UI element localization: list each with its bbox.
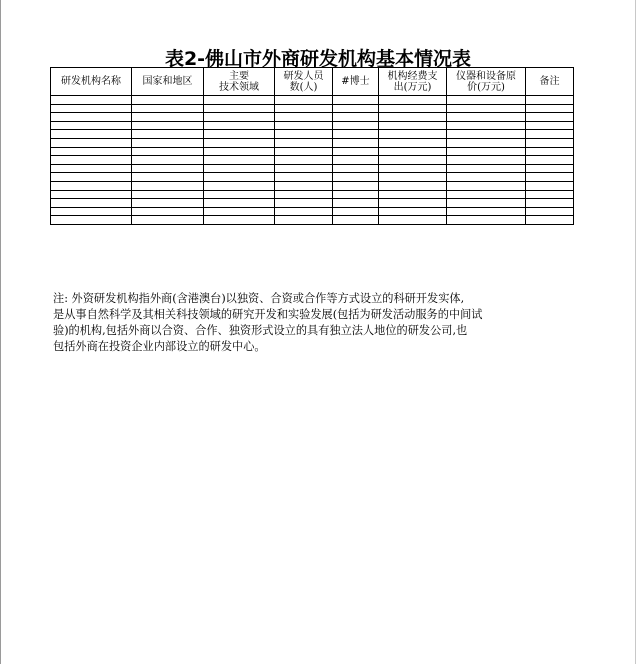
table-cell: [333, 113, 379, 122]
table-cell: [275, 104, 333, 113]
table-cell: [132, 207, 204, 216]
table-cell: [526, 207, 574, 216]
table-row: [51, 121, 574, 130]
table-cell: [333, 164, 379, 173]
table-cell: [526, 130, 574, 139]
table-cell: [132, 138, 204, 147]
table-cell: [51, 104, 132, 113]
table-cell: [275, 156, 333, 165]
table-cell: [379, 113, 447, 122]
table-cell: [333, 121, 379, 130]
table-cell: [333, 104, 379, 113]
table-cell: [379, 104, 447, 113]
table-cell: [379, 121, 447, 130]
table-cell: [447, 96, 526, 105]
table-cell: [379, 147, 447, 156]
table-cell: [379, 216, 447, 225]
table-cell: [526, 190, 574, 199]
table-cell: [447, 121, 526, 130]
table-cell: [447, 190, 526, 199]
table-cell: [204, 130, 275, 139]
table-cell: [333, 156, 379, 165]
table-row: [51, 173, 574, 182]
table-cell: [526, 173, 574, 182]
table-cell: [275, 199, 333, 208]
table-cell: [51, 156, 132, 165]
table-row: [51, 181, 574, 190]
table-cell: [379, 130, 447, 139]
table-cell: [132, 130, 204, 139]
table-cell: [51, 130, 132, 139]
table-row: [51, 104, 574, 113]
table-cell: [204, 207, 275, 216]
table-cell: [447, 216, 526, 225]
table-cell: [132, 121, 204, 130]
table-header-row: [51, 68, 574, 96]
table-footnote: 注: 外资研发机构指外商(含港澳台)以独资、合资或合作等方式设立的科研开发实体, 是从事自然科学及其相关科技领域的研究开发和实验发展(包括为研发活动服务的中间试 验)的机构,包括外商以合资、合作、独资形式设立的具有独立法人地位的研发公司,也 包括外商在投资企业内部设立的研发中心。: [53, 292, 483, 353]
table-cell: [379, 156, 447, 165]
table-cell: [51, 181, 132, 190]
table-cell: [204, 156, 275, 165]
table-cell: [204, 113, 275, 122]
table-cell: [526, 181, 574, 190]
table-cell: [275, 181, 333, 190]
table-body: [51, 96, 574, 225]
header-remarks: 备注: [526, 68, 574, 96]
table-cell: [275, 147, 333, 156]
table-cell: [447, 104, 526, 113]
table-cell: [132, 164, 204, 173]
header-institution-name: 研发机构名称: [51, 68, 132, 96]
table-cell: [51, 113, 132, 122]
table-cell: [132, 216, 204, 225]
rd-institutions-table: [50, 67, 574, 225]
table-cell: [204, 199, 275, 208]
table-cell: [275, 130, 333, 139]
table-cell: [132, 190, 204, 199]
table-cell: [447, 156, 526, 165]
table-cell: [204, 164, 275, 173]
table-cell: [447, 138, 526, 147]
header-equipment-value: 仪器和设备原 价(万元): [447, 68, 526, 96]
header-institution-expenditure: 机构经费支 出(万元): [379, 68, 447, 96]
table-cell: [447, 147, 526, 156]
table-cell: [526, 138, 574, 147]
table-cell: [333, 96, 379, 105]
table-row: [51, 199, 574, 208]
table-row: [51, 113, 574, 122]
table-cell: [379, 190, 447, 199]
table-cell: [379, 96, 447, 105]
table-row: [51, 207, 574, 216]
table-row: [51, 190, 574, 199]
table-cell: [526, 216, 574, 225]
table-cell: [333, 138, 379, 147]
table-cell: [204, 216, 275, 225]
table-row: [51, 130, 574, 139]
table-cell: [51, 207, 132, 216]
table-cell: [275, 138, 333, 147]
table-cell: [379, 207, 447, 216]
table-row: [51, 138, 574, 147]
table-cell: [51, 190, 132, 199]
table-cell: [526, 96, 574, 105]
table-cell: [526, 121, 574, 130]
table-cell: [51, 147, 132, 156]
table-cell: [333, 173, 379, 182]
table-cell: [447, 130, 526, 139]
table-cell: [132, 96, 204, 105]
table-cell: [204, 147, 275, 156]
table-title: 表2-佛山市外商研发机构基本情况表: [164, 48, 472, 70]
table-cell: [275, 190, 333, 199]
table-row: [51, 147, 574, 156]
table-cell: [51, 121, 132, 130]
table-cell: [447, 207, 526, 216]
table-row: [51, 216, 574, 225]
table-row: [51, 156, 574, 165]
table-cell: [526, 156, 574, 165]
table-cell: [204, 104, 275, 113]
table-cell: [333, 199, 379, 208]
table-cell: [51, 216, 132, 225]
table-cell: [132, 147, 204, 156]
table-cell: [379, 199, 447, 208]
table-cell: [379, 164, 447, 173]
table-cell: [275, 173, 333, 182]
table-cell: [447, 164, 526, 173]
table-cell: [204, 181, 275, 190]
table-cell: [51, 173, 132, 182]
table-cell: [447, 181, 526, 190]
table-cell: [526, 113, 574, 122]
table-cell: [275, 113, 333, 122]
table-cell: [333, 130, 379, 139]
table-cell: [275, 164, 333, 173]
table-cell: [132, 181, 204, 190]
table-cell: [204, 138, 275, 147]
header-rd-staff-count: 研发人员 数(人): [275, 68, 333, 96]
table-cell: [333, 216, 379, 225]
table-cell: [204, 173, 275, 182]
table-cell: [447, 113, 526, 122]
table-cell: [526, 199, 574, 208]
table-cell: [333, 207, 379, 216]
table-cell: [447, 199, 526, 208]
table-cell: [204, 96, 275, 105]
table-row: [51, 96, 574, 105]
table-cell: [132, 199, 204, 208]
table-cell: [333, 147, 379, 156]
table-cell: [51, 96, 132, 105]
page-left-edge: [0, 0, 1, 664]
header-country-region: 国家和地区: [132, 68, 204, 96]
table-cell: [379, 181, 447, 190]
table-cell: [526, 164, 574, 173]
table-cell: [526, 104, 574, 113]
table-cell: [275, 96, 333, 105]
table-cell: [275, 121, 333, 130]
table-cell: [204, 121, 275, 130]
header-main-tech-field: 主要 技术领域: [204, 68, 275, 96]
table-cell: [132, 104, 204, 113]
table-cell: [526, 147, 574, 156]
table-cell: [132, 113, 204, 122]
table-cell: [51, 138, 132, 147]
table-cell: [447, 173, 526, 182]
table-cell: [379, 173, 447, 182]
table-cell: [275, 207, 333, 216]
table-cell: [275, 216, 333, 225]
header-phd-count: #博士: [333, 68, 379, 96]
table-cell: [379, 138, 447, 147]
table-cell: [132, 173, 204, 182]
table-cell: [51, 199, 132, 208]
table-cell: [132, 156, 204, 165]
table-cell: [204, 190, 275, 199]
table-cell: [333, 190, 379, 199]
table-row: [51, 164, 574, 173]
table-cell: [51, 164, 132, 173]
table-cell: [333, 181, 379, 190]
